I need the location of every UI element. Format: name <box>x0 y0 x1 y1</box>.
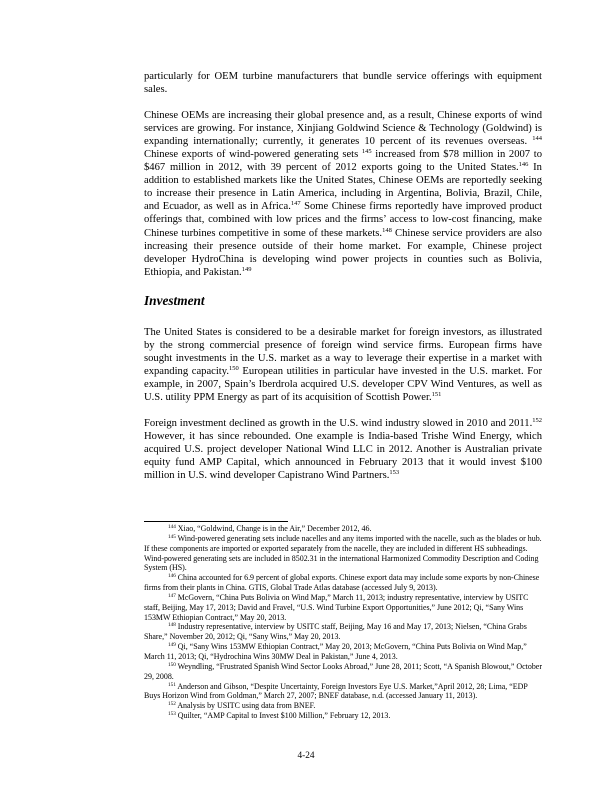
section-heading-investment: Investment <box>144 292 205 308</box>
footnote-152 <box>144 701 542 711</box>
footnote-text: Quilter, “AMP Capital to Invest $100 Million,” February 12, 2013. <box>175 711 391 721</box>
footnote-ref[interactable]: 144 <box>532 135 542 143</box>
paragraph-text: European utilities in particular have invested in the U.S. market. For example, in 2007, Spain’s Iberdrola acquired U.S. developer CPV Wind Ventures, as well as U.S. utility PPM Energy as part of its acquisition of Scottish Power. <box>144 365 542 403</box>
paragraph-text: particularly for OEM turbine manufacturers that bundle service offerings with equipment sales. <box>144 71 542 96</box>
footnote-number: 144 <box>168 524 176 530</box>
footnote-number: 152 <box>168 701 176 708</box>
footnote-number: 150 <box>168 661 176 668</box>
footnote-text: China accounted for 6.9 percent of global exports. Chinese export data may include some exports by non-Chinese firms from their plants in China. GTIS, Global Trade Atlas database (accessed July 9, 2013). <box>144 573 540 593</box>
paragraph-text: The United States is considered to be a desirable market for foreign investors, as illustrated by the strong commercial presence of foreign wind service firms. European firms have sought investments in the U.S. market as a way to leverage their expertise in a market with expanding capacity. <box>144 326 542 377</box>
footnote-text: Analysis by USITC using data from BNEF. <box>175 701 316 711</box>
footnote-number: 147 <box>168 592 176 599</box>
paragraph-us-market <box>144 326 542 404</box>
paragraph-text: Some Chinese firms reportedly have improved product offerings that, combined with low prices and the firms’ access to low-cost financing, make Chinese turbines competitive in some of these markets. <box>144 201 543 239</box>
footnote-ref[interactable]: 148 <box>382 226 392 234</box>
footnote-separator <box>144 521 288 522</box>
footnote-153 <box>144 711 542 721</box>
footnotes <box>144 524 542 721</box>
paragraph-text: Chinese exports of wind-powered generating sets <box>144 149 359 161</box>
paragraph-text: Chinese service providers are also increasing their presence outside of their home market. For example, Chinese project developer HydroChina is developing wind power projects in counties such as Bolivia, Ethiopia, and Pakistan. <box>144 227 542 278</box>
footnote-151 <box>144 682 542 702</box>
footnote-149 <box>144 642 542 662</box>
paragraph-text: Foreign investment declined as growth in the U.S. wind industry slowed in 2010 and 2011. <box>144 417 533 429</box>
page-number: 4-24 <box>297 751 315 761</box>
footnote-number: 148 <box>168 622 176 629</box>
paragraph-text: However, it has since rebounded. One example is India-based Trishe Wind Energy, which acquired U.S. project developer National Wind LLC in 2012. Another is Australian private equity fund AMP Capital, which announced in February 2013 that it would invest $100 million in U.S. wind developer Capistrano Wind Partners. <box>144 431 542 482</box>
footnote-number: 153 <box>168 711 176 718</box>
paragraph-text: Chinese OEMs are increasing their global presence and, as a result, Chinese exports of wind services are growing. For instance, Xinjiang Goldwind Science & Technology (Goldwind) is expanding internationally; currently, it generates 10 percent of its revenues overseas. <box>144 110 542 148</box>
paragraph-text: increased from $78 million in 2007 to $467 million in 2012, with 39 percent of 2012 exports going to the United States. <box>144 149 543 174</box>
footnote-144 <box>144 524 542 534</box>
footnote-text: Industry representative, interview by USITC staff, Beijing, May 16 and May 17, 2013; Nielsen, “China Grabs Share,” November 20, 2012; Qi, “Sany Wins,” May 20, 2013. <box>144 622 527 642</box>
footnote-text: McGovern, “China Puts Bolivia on Wind Map,” March 11, 2013; industry representative, interview by USITC staff, Beijing, May 17, 2013; David and Fravel, “U.S. Wind Turbine Export Opportunities,” June 2012; Qi, “Sany Wins 153MW Ethiopian Contract,” May 20, 2013. <box>144 592 529 622</box>
footnote-text: Anderson and Gibson, “Despite Uncertainty, Foreign Investors Eye U.S. Market,”April 2012, 28; Lima, “EDP Buys Horizon Wind from Goldman,” March 27, 2007; BNEF database, n.d. (accessed January 11, 2013). <box>144 681 528 701</box>
footnote-ref[interactable]: 145 <box>361 148 372 156</box>
footnote-number: 151 <box>168 681 176 688</box>
footnote-ref[interactable]: 153 <box>389 469 400 477</box>
footnote-number: 149 <box>168 642 176 649</box>
footnote-146 <box>144 573 542 593</box>
footnote-150 <box>144 662 542 682</box>
footnote-ref[interactable]: 151 <box>431 390 442 398</box>
paragraph-foreign-investment <box>144 417 542 482</box>
footnote-147 <box>144 593 542 623</box>
footnote-ref[interactable]: 146 <box>518 161 529 169</box>
document-body <box>144 70 542 482</box>
footnote-number: 146 <box>168 573 176 580</box>
footnote-145 <box>144 534 542 573</box>
paragraph-text: In addition to established markets like the United States, Chinese OEMs are reportedly seeking to increase their presence in Latin America, including in Argentina, Bolivia, Brazil, Chile, and Ecuador, as well as in Africa. <box>144 162 542 213</box>
footnote-text: Qi, “Sany Wins 153MW Ethiopian Contract,” May 20, 2013; McGovern, “China Puts Bolivia on Wind Map,” March 11, 2013; Qi, “Hydrochina Wins 30MW Deal in Pakistan,” June 4, 2013. <box>144 642 527 661</box>
footnote-number: 145 <box>168 533 176 540</box>
footnote-ref[interactable]: 147 <box>290 200 301 208</box>
footnote-ref[interactable]: 152 <box>532 416 542 424</box>
footnote-text: Wind-powered generating sets include nacelles and any items imported with the nacelle, such as the blades or hub. If these components are imported or exported separately from the nacelle, they are included in different HS subheadings. Wind-powered generating sets are included in 8502.31 in the international Harmonized Commodity Description and Coding System (HS). <box>144 533 542 573</box>
footnote-148 <box>144 622 542 642</box>
paragraph-chinese-oems <box>144 109 542 279</box>
footnote-ref[interactable]: 149 <box>241 265 252 273</box>
paragraph-oem-continuation <box>144 70 542 96</box>
footnote-text: Xiao, “Goldwind, Change is in the Air,” December 2012, 46. <box>175 524 372 533</box>
footnote-ref[interactable]: 150 <box>229 364 239 372</box>
footnote-text: Weyndling, “Frustrated Spanish Wind Sector Looks Abroad,” June 28, 2011; Scott, “A Spanish Blowout,” October 29, 2008. <box>144 661 542 681</box>
